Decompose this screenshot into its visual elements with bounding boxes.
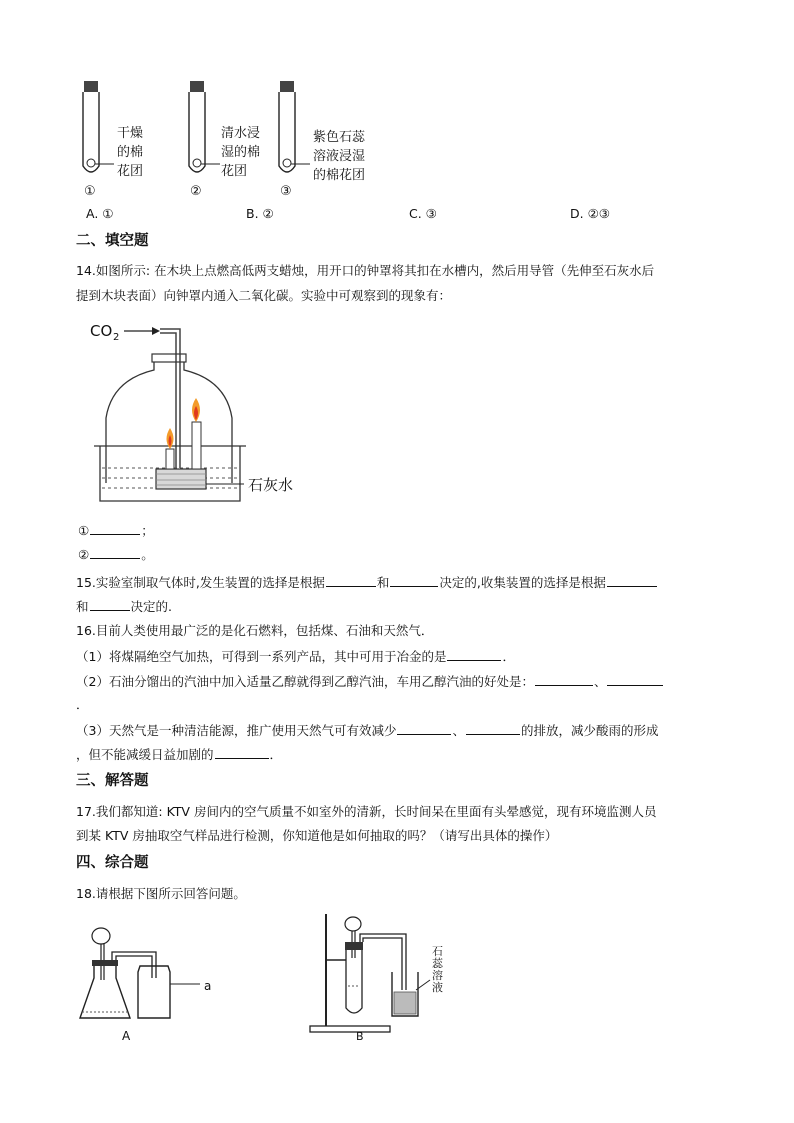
q16-sub3 [76, 722, 659, 739]
tube2-label-line: 清水浸 [221, 126, 261, 141]
q16-text: （1）将煤隔绝空气加热，可得到一系列产品，其中可用于冶金的是 [76, 649, 447, 664]
test-tube-3 [279, 81, 310, 172]
q14-text: 提到木块表面）向钟罩内通入二氧化碳。实验中可观察到的现象有： [76, 288, 452, 303]
answer-blank[interactable] [466, 722, 520, 735]
answer-blank[interactable] [90, 546, 140, 559]
q15-text: 决定的,收集装置的选择是根据 [439, 575, 606, 590]
q16-text: （3）天然气是一种清洁能源，推广使用天然气可有效减少 [76, 723, 397, 738]
apparatus-b-diagram [300, 908, 480, 1048]
tube3-label [313, 128, 365, 185]
tube3-label-line: 的棉花团 [313, 168, 366, 183]
answer-blank[interactable] [90, 598, 130, 611]
bell-jar-diagram [80, 318, 330, 508]
q18-figure-b [300, 908, 480, 1048]
tube1-label-line: 干燥 [117, 126, 144, 141]
q16-text: ． [502, 649, 515, 664]
q16-stem: 16.目前人类使用最广泛的是化石燃料，包括煤、石油和天然气． [76, 623, 434, 638]
q16-sub2 [76, 673, 664, 690]
q18-figure-a [72, 922, 232, 1050]
section-title: 三、解答题 [76, 773, 149, 789]
option-c[interactable]: C. ③ [409, 206, 437, 221]
q15-text: 和 [76, 599, 89, 614]
apparatus-a-diagram [72, 922, 232, 1050]
pointer-label-a: a [204, 979, 212, 993]
answer-number: ① [78, 523, 90, 538]
answer-blank[interactable] [90, 522, 140, 535]
limewater-label: 石灰水 [248, 476, 294, 494]
q14-answer-2 [78, 546, 154, 563]
tube1-label-line: 的棉 [117, 145, 144, 160]
test-tube-2 [189, 81, 220, 172]
q16-text: ，但不能减缓日益加剧的 [76, 747, 214, 762]
answer-blank[interactable] [326, 574, 376, 587]
q17-text: 到某 KTV 房抽取空气样品进行检测，你知道他是如何抽取的吗？（请写出具体的操作） [76, 828, 558, 843]
q14-figure [80, 318, 330, 508]
tube3-label-line: 紫色石蕊 [313, 130, 366, 145]
q18-stem: 18.请根据下图所示回答问题。 [76, 886, 246, 901]
test-tube-1 [83, 81, 114, 172]
q14-answer-1 [78, 522, 154, 539]
q17-text: 17.我们都知道: KTV 房间内的空气质量不如室外的清新，长时间呆在里面有头晕感觉，现有环境监测人员 [76, 804, 657, 819]
option-b[interactable]: B. ② [246, 206, 274, 221]
q16-text: 、 [593, 674, 607, 689]
answer-blank[interactable] [397, 722, 451, 735]
q15-text: 决定的. [130, 599, 172, 614]
answer-blank[interactable] [607, 673, 663, 686]
litmus-solution-label: 石蕊溶液 [432, 945, 443, 994]
q15-text: 15.实验室制取气体时,发生装置的选择是根据 [76, 575, 325, 590]
tube2-label-line: 花团 [221, 164, 248, 179]
co2-label: CO [90, 322, 113, 340]
answer-blank[interactable] [390, 574, 438, 587]
tube1-label [117, 124, 143, 181]
answer-suffix: 。 [141, 547, 154, 562]
figure-b-label: B [356, 1030, 364, 1043]
q16-sub1 [76, 648, 515, 665]
answer-suffix: ； [141, 523, 154, 538]
figure-a-label: A [122, 1029, 131, 1043]
answer-blank[interactable] [447, 648, 501, 661]
answer-blank[interactable] [215, 746, 269, 759]
tube2-label-line: 湿的棉 [221, 145, 261, 160]
tube3-number: ③ [280, 184, 292, 199]
section-title: 二、填空题 [76, 233, 149, 249]
q15-text: 和 [376, 575, 390, 590]
tube2-number: ② [190, 184, 202, 199]
q16-text: 、 [452, 723, 465, 738]
answer-number: ② [78, 547, 90, 562]
q16-text: ． [269, 747, 283, 762]
q16-sub3-line2 [76, 746, 282, 763]
q16-sub2-end: ． [76, 697, 89, 712]
tube1-number: ① [84, 184, 96, 199]
option-d[interactable]: D. ②③ [570, 206, 610, 221]
section-title: 四、综合题 [76, 855, 149, 871]
q15-line2 [76, 598, 172, 615]
q15-line1 [76, 574, 658, 591]
co2-subscript: 2 [113, 332, 120, 343]
tube3-label-line: 溶液浸湿 [313, 149, 366, 164]
answer-blank[interactable] [535, 673, 593, 686]
q14-text: 14.如图所示: 在木块上点燃高低两支蜡烛，用开口的钟罩将其扣在水槽内，然后用导管（先伸至石灰水后 [76, 263, 655, 278]
q16-text: 的排放，减少酸雨的形成 [520, 723, 659, 738]
option-a[interactable]: A. ① [86, 206, 114, 221]
tube1-label-line: 花团 [117, 164, 144, 179]
answer-blank[interactable] [607, 574, 657, 587]
q16-text: （2）石油分馏出的汽油中加入适量乙醇就得到乙醇汽油，车用乙醇汽油的好处是： [76, 674, 534, 689]
tube2-label [221, 124, 260, 181]
